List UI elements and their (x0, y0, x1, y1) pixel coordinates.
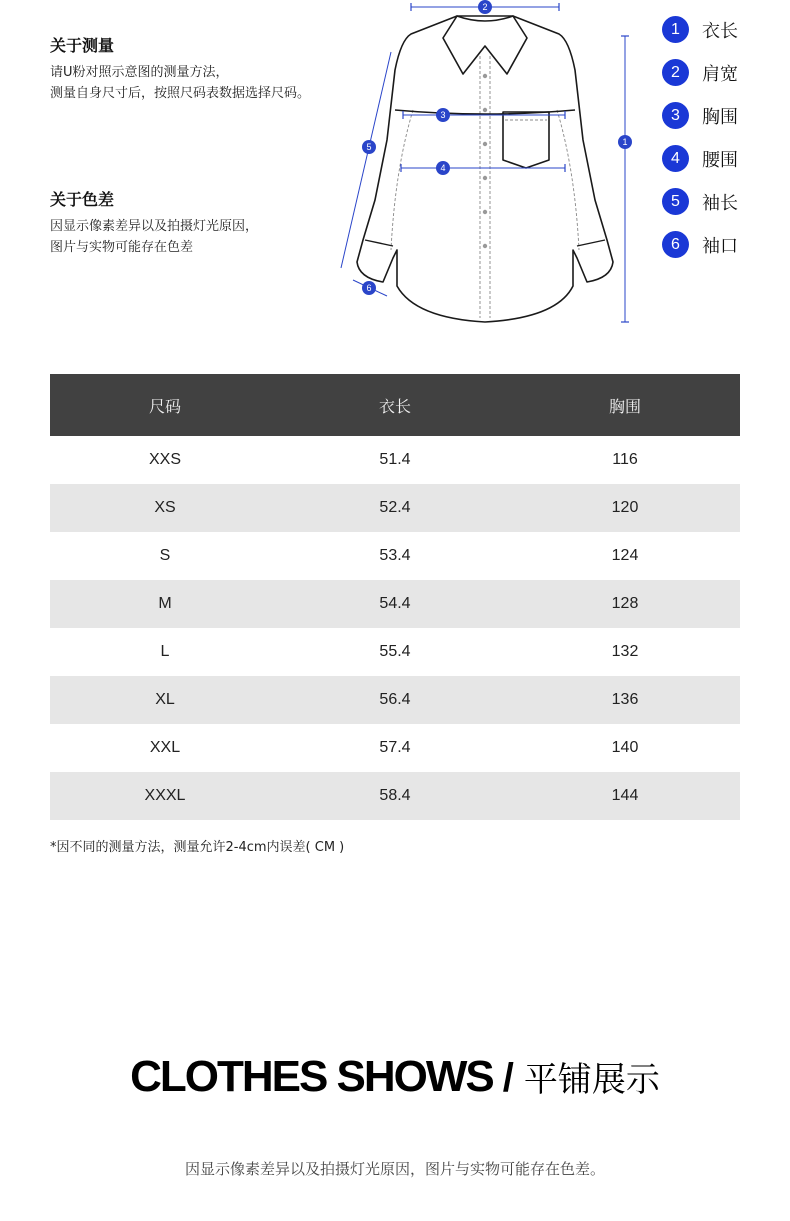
table-row (50, 676, 740, 724)
legend-label: 袖口 (702, 235, 738, 257)
diagram-marker-1 (618, 135, 632, 149)
section-heading (0, 1052, 790, 1102)
measure-title: 关于测量 (50, 36, 115, 55)
cell-size: XXL (149, 739, 181, 756)
legend-number: 6 (662, 231, 689, 258)
heading-separator: / (502, 1056, 514, 1100)
legend-item (662, 180, 738, 223)
color-disclaimer: 因显示像素差异以及拍摄灯光原因，图片与实物可能存在色差。 (184, 1160, 605, 1178)
cell-size: S (159, 547, 171, 564)
table-row (50, 436, 740, 484)
diagram-marker-1-label: 1 (622, 137, 628, 147)
heading-chinese: 平铺展示 (523, 1060, 660, 1100)
cell-size: M (158, 595, 172, 612)
cell-chest: 136 (611, 691, 639, 708)
cell-size: XL (155, 691, 175, 708)
table-row (50, 580, 740, 628)
cell-chest: 116 (612, 451, 638, 468)
cell-chest: 120 (611, 499, 639, 516)
table-row (50, 772, 740, 820)
legend-item (662, 137, 738, 180)
cell-chest: 128 (611, 595, 639, 612)
cell-chest: 140 (611, 739, 639, 756)
cell-chest: 124 (611, 547, 639, 564)
cell-size: XXXL (144, 787, 186, 804)
diagram-marker-3 (436, 108, 450, 122)
table-header (50, 374, 740, 436)
header-chest: 胸围 (608, 398, 641, 416)
cell-size: L (160, 643, 170, 660)
color-diff-title: 关于色差 (50, 190, 115, 209)
measurement-legend (662, 8, 738, 266)
cell-length: 54.4 (379, 595, 411, 612)
cell-length: 53.4 (379, 547, 411, 564)
diagram-marker-2-label: 2 (482, 2, 488, 12)
shirt-measurement-diagram (335, 0, 635, 330)
legend-label: 衣长 (702, 20, 738, 42)
legend-item (662, 94, 738, 137)
diagram-marker-4 (436, 161, 450, 175)
legend-number: 1 (662, 16, 689, 43)
legend-number: 5 (662, 188, 689, 215)
table-row (50, 484, 740, 532)
diagram-marker-2 (478, 0, 492, 14)
cell-length: 57.4 (379, 739, 411, 756)
measurement-footnote: *因不同的测量方法，测量允许2-4cm内误差( CM ) (50, 840, 345, 855)
diagram-marker-5 (362, 140, 376, 154)
diagram-marker-6 (362, 281, 376, 295)
cell-size: XS (154, 499, 176, 516)
legend-number: 3 (662, 102, 689, 129)
diagram-marker-4-label: 4 (440, 163, 446, 173)
measure-body: 请U粉对照示意图的测量方法， 测量自身尺寸后，按照尺码表数据选择尺码。 (50, 65, 311, 101)
legend-label: 胸围 (702, 106, 738, 128)
table-row (50, 532, 740, 580)
color-diff-body: 因显示像素差异以及拍摄灯光原因， 图片与实物可能存在色差 (50, 219, 259, 255)
cell-chest: 144 (611, 787, 639, 804)
cell-length: 52.4 (379, 499, 411, 516)
table-row (50, 628, 740, 676)
header-size: 尺码 (148, 398, 181, 416)
diagram-marker-6-label: 6 (366, 283, 372, 293)
cell-chest: 132 (611, 643, 639, 660)
legend-item (662, 8, 738, 51)
legend-label: 肩宽 (702, 63, 738, 85)
diagram-marker-5-label: 5 (366, 142, 372, 152)
legend-number: 4 (662, 145, 689, 172)
legend-item (662, 223, 738, 266)
cell-size: XXS (148, 451, 181, 468)
cell-length: 58.4 (379, 787, 411, 804)
cell-length: 55.4 (379, 643, 411, 660)
size-table (50, 374, 740, 820)
cell-length: 56.4 (379, 691, 411, 708)
table-row (50, 724, 740, 772)
diagram-marker-3-label: 3 (440, 110, 446, 120)
legend-number: 2 (662, 59, 689, 86)
legend-label: 袖长 (702, 192, 738, 214)
header-length: 衣长 (378, 398, 411, 416)
legend-item (662, 51, 738, 94)
cell-length: 51.4 (379, 451, 411, 468)
legend-label: 腰围 (702, 149, 738, 171)
heading-english: CLOTHES SHOWS (130, 1052, 493, 1101)
